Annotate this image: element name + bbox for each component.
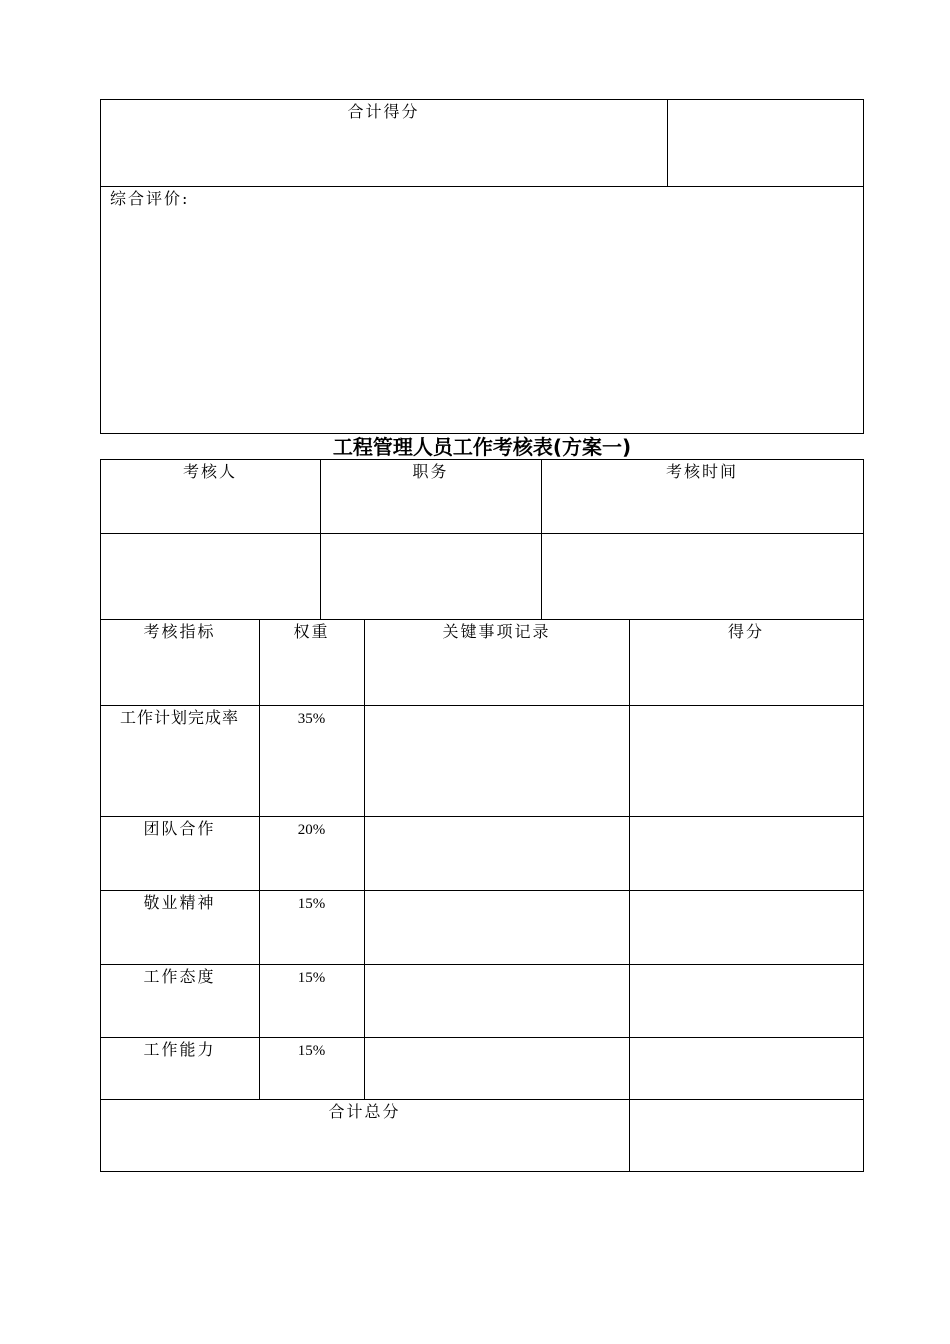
key-records-header: 关键事项记录: [442, 622, 551, 641]
table-border: [100, 964, 864, 965]
table-border: [364, 619, 365, 1100]
weight-cell: 15%: [297, 896, 326, 912]
assessment-time-header: 考核时间: [665, 462, 738, 481]
overall-evaluation-label: 综合评价:: [110, 189, 190, 208]
indicator-cell: 团队合作: [143, 819, 216, 838]
score-header: 得分: [727, 622, 764, 641]
position-header: 职务: [412, 462, 449, 481]
table-border: [100, 705, 864, 706]
table-border: [863, 459, 864, 1172]
table-border: [100, 99, 101, 434]
table-border: [100, 459, 101, 1172]
table-border: [320, 459, 321, 620]
total-score-label: 合计得分: [347, 102, 420, 121]
table-border: [100, 816, 864, 817]
table-border: [100, 1171, 864, 1172]
table-border: [100, 890, 864, 891]
weight-cell: 15%: [297, 1043, 326, 1059]
weight-header: 权重: [293, 622, 330, 641]
table-border: [629, 619, 630, 1172]
indicator-cell: 工作能力: [143, 1040, 216, 1059]
assessor-header: 考核人: [182, 462, 237, 481]
table-border: [667, 99, 668, 187]
table-border: [863, 99, 864, 434]
table-border: [259, 619, 260, 1100]
table-border: [100, 459, 864, 460]
indicator-cell: 工作态度: [143, 967, 216, 986]
table-border: [100, 533, 864, 534]
weight-cell: 35%: [297, 711, 326, 727]
table-border: [100, 1037, 864, 1038]
page-title: 工程管理人员工作考核表(方案一): [332, 435, 632, 459]
indicator-header: 考核指标: [143, 622, 216, 641]
table-border: [100, 1099, 864, 1100]
table-border: [100, 99, 864, 100]
table-border: [541, 459, 542, 620]
indicator-cell: 工作计划完成率: [119, 708, 239, 727]
indicator-cell: 敬业精神: [143, 893, 216, 912]
weight-cell: 20%: [297, 822, 326, 838]
table-border: [100, 619, 864, 620]
weight-cell: 15%: [297, 970, 326, 986]
grand-total-label: 合计总分: [328, 1102, 401, 1121]
table-border: [100, 186, 864, 187]
